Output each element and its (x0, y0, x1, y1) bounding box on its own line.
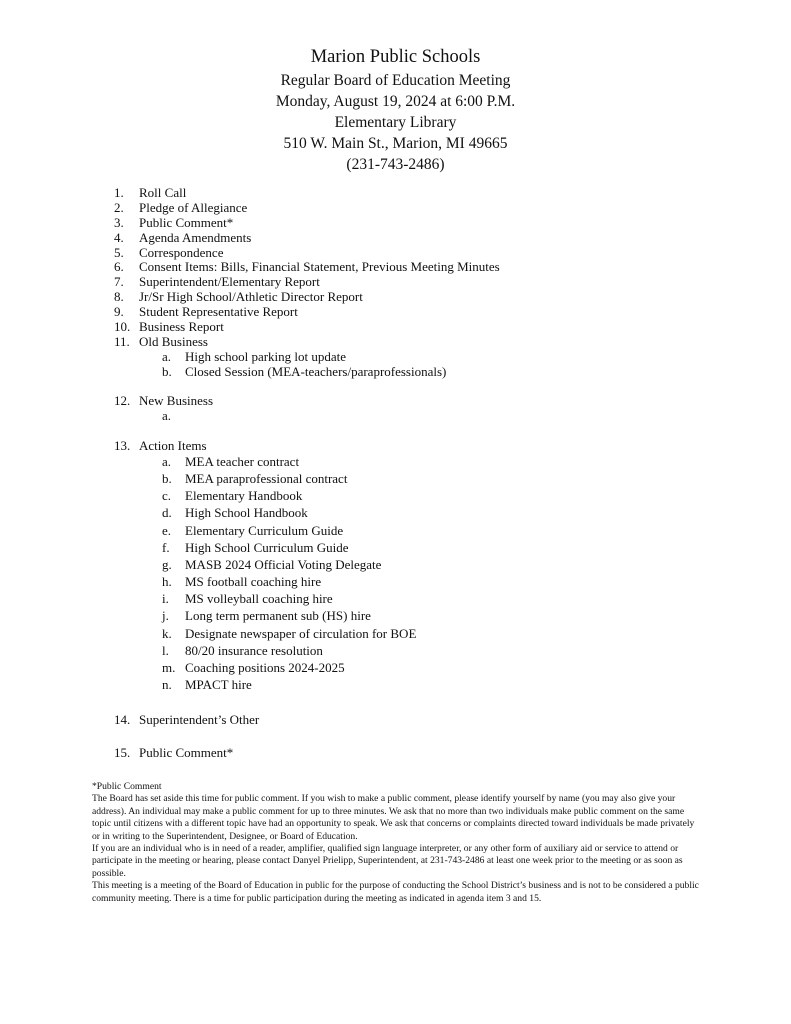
agenda-item-number: 3. (114, 214, 124, 230)
subitem-label: Elementary Handbook (185, 488, 303, 504)
subitem-label: MS football coaching hire (185, 574, 322, 590)
subitem-letter: g. (162, 556, 172, 572)
agenda-item-correspondence (114, 245, 734, 260)
subitem-label: MEA paraprofessional contract (185, 470, 348, 486)
subitem-letter: c. (162, 488, 172, 504)
action-subitem (114, 487, 734, 504)
notes-paragraph-accessibility: If you are an individual who is in need of a reader, amplifier, qualified sign language interpreter, or any other form of auxiliary aid or service to attend or participate in the meeting or hearing, please contact Danyel Prielipp, Superintendent, at 231-743-2486 at least one week prior to the meeting or as soon as possible. (92, 843, 683, 879)
subitem-letter: b. (162, 470, 172, 486)
action-subitem (114, 539, 734, 556)
subitem-letter: b. (162, 363, 172, 379)
new-business-subitem (114, 408, 734, 423)
agenda-item-label: New Business (139, 393, 214, 409)
agenda-item-label: Superintendent/Elementary Report (139, 274, 320, 290)
agenda-item-label: Business Report (139, 319, 224, 335)
agenda-item-number: 11. (114, 333, 130, 349)
agenda-item-old-business (114, 334, 734, 349)
action-subitem (114, 642, 734, 659)
subitem-label: MASB 2024 Official Voting Delegate (185, 556, 382, 572)
action-subitem (114, 522, 734, 539)
spacer (114, 693, 734, 712)
agenda-item-label: Roll Call (139, 185, 187, 200)
agenda-item-public-comment (114, 215, 734, 230)
agenda-item-pledge (114, 200, 734, 215)
subitem-letter: d. (162, 505, 172, 521)
action-subitem (114, 659, 734, 676)
agenda-item-label: Public Comment* (139, 214, 234, 230)
subitem-letter: l. (162, 642, 169, 658)
notes-paragraph-public-comment: The Board has set aside this time for public comment. If you wish to make a public comment, please identify yourself by name (you may also give your address). An individual may make a public comment for up to three minutes. We ask that no more than two individuals make public comment on the same topic until citizens with a different topic have had an opportunity to speak. We ask that concerns or complaints directed toward individuals be made privately or in writing to the Superintendent, Designee, or Board of Education. (92, 793, 695, 842)
agenda-item-number: 8. (114, 289, 124, 305)
agenda-item-number: 6. (114, 259, 124, 275)
agenda-item-number: 1. (114, 185, 124, 200)
meeting-datetime: Monday, August 19, 2024 at 6:00 P.M. (275, 93, 516, 110)
action-subitem (114, 453, 734, 470)
agenda-item-amendments (114, 230, 734, 245)
meeting-address: 510 W. Main St., Marion, MI 49665 (283, 135, 508, 152)
action-subitem (114, 625, 734, 642)
subitem-letter: f. (162, 539, 170, 555)
agenda-list (114, 185, 734, 760)
agenda-item-consent-items (114, 259, 734, 274)
agenda-item-label: Student Representative Report (139, 304, 298, 320)
agenda-item-label: Jr/Sr High School/Athletic Director Report (139, 289, 363, 305)
action-subitem (114, 470, 734, 487)
subitem-label: Closed Session (MEA-teachers/paraprofessionals) (185, 363, 447, 379)
subitem-letter: m. (162, 660, 176, 676)
subitem-label: High School Curriculum Guide (185, 539, 349, 555)
agenda-item-number: 7. (114, 274, 124, 290)
action-subitem (114, 556, 734, 573)
agenda-item-roll-call (114, 185, 734, 200)
subitem-label: Designate newspaper of circulation for BOE (185, 625, 417, 641)
subitem-label: Elementary Curriculum Guide (185, 522, 344, 538)
agenda-item-number: 10. (114, 319, 131, 335)
agenda-item-label: Action Items (139, 437, 207, 453)
subitem-label: Long term permanent sub (HS) hire (185, 608, 371, 624)
agenda-item-number: 14. (114, 711, 131, 727)
subitem-letter: h. (162, 574, 172, 590)
action-subitem (114, 573, 734, 590)
agenda-item-label: Consent Items: Bills, Financial Statement, Previous Meeting Minutes (139, 259, 500, 275)
agenda-item-superintendent-other (114, 712, 734, 727)
spacer (114, 423, 734, 438)
subitem-label: MEA teacher contract (185, 453, 300, 469)
agenda-item-number: 12. (114, 393, 131, 409)
subitem-label: 80/20 insurance resolution (185, 642, 323, 658)
subitem-letter: e. (162, 522, 172, 538)
old-business-subitem (114, 349, 734, 364)
action-items-list (114, 453, 734, 694)
action-subitem (114, 504, 734, 521)
subitem-letter: k. (162, 625, 172, 641)
meeting-phone: (231-743-2486) (346, 156, 445, 173)
public-comment-notes (92, 781, 704, 905)
subitem-letter: a. (162, 453, 172, 469)
notes-heading: *Public Comment (92, 781, 162, 792)
agenda-item-label: Old Business (139, 333, 208, 349)
agenda-item-final-public-comment (114, 745, 734, 760)
action-subitem (114, 607, 734, 624)
meeting-location: Elementary Library (334, 114, 457, 131)
subitem-label: MPACT hire (185, 677, 252, 693)
agenda-item-superintendent-report (114, 274, 734, 289)
agenda-item-new-business (114, 393, 734, 408)
agenda-item-label: Public Comment* (139, 745, 234, 761)
subitem-letter: n. (162, 677, 172, 693)
agenda-item-number: 4. (114, 229, 124, 245)
subitem-label: High school parking lot update (185, 348, 347, 364)
subitem-label: MS volleyball coaching hire (185, 591, 333, 607)
agenda-item-label: Correspondence (139, 244, 224, 260)
action-subitem (114, 676, 734, 693)
subitem-label: High School Handbook (185, 505, 308, 521)
agenda-item-number: 5. (114, 244, 124, 260)
agenda-item-high-school-report (114, 289, 734, 304)
old-business-subitem (114, 364, 734, 379)
spacer (114, 727, 734, 746)
agenda-item-action-items (114, 438, 734, 453)
meeting-title: Regular Board of Education Meeting (280, 72, 511, 89)
agenda-item-label: Superintendent’s Other (139, 711, 260, 727)
subitem-letter: i. (162, 591, 169, 607)
agenda-item-number: 2. (114, 199, 124, 215)
organization-name: Marion Public Schools (310, 47, 481, 67)
subitem-label: Coaching positions 2024-2025 (185, 660, 345, 676)
subitem-letter: a. (162, 408, 172, 424)
agenda-item-business-report (114, 319, 734, 334)
agenda-item-number: 15. (114, 745, 131, 761)
document-header (0, 44, 791, 175)
agenda-item-student-report (114, 304, 734, 319)
agenda-item-number: 13. (114, 437, 131, 453)
subitem-letter: a. (162, 348, 172, 364)
agenda-item-label: Pledge of Allegiance (139, 199, 248, 215)
agenda-item-label: Agenda Amendments (139, 229, 252, 245)
notes-paragraph-meeting-purpose: This meeting is a meeting of the Board of Education in public for the purpose of conducting the School District’s business and is not to be considered a public community meeting. There is a time for public participation during the meeting as indicated in agenda item 3 and 15. (92, 880, 699, 904)
action-subitem (114, 590, 734, 607)
spacer (114, 379, 734, 394)
subitem-letter: j. (162, 608, 169, 624)
agenda-item-number: 9. (114, 304, 124, 320)
